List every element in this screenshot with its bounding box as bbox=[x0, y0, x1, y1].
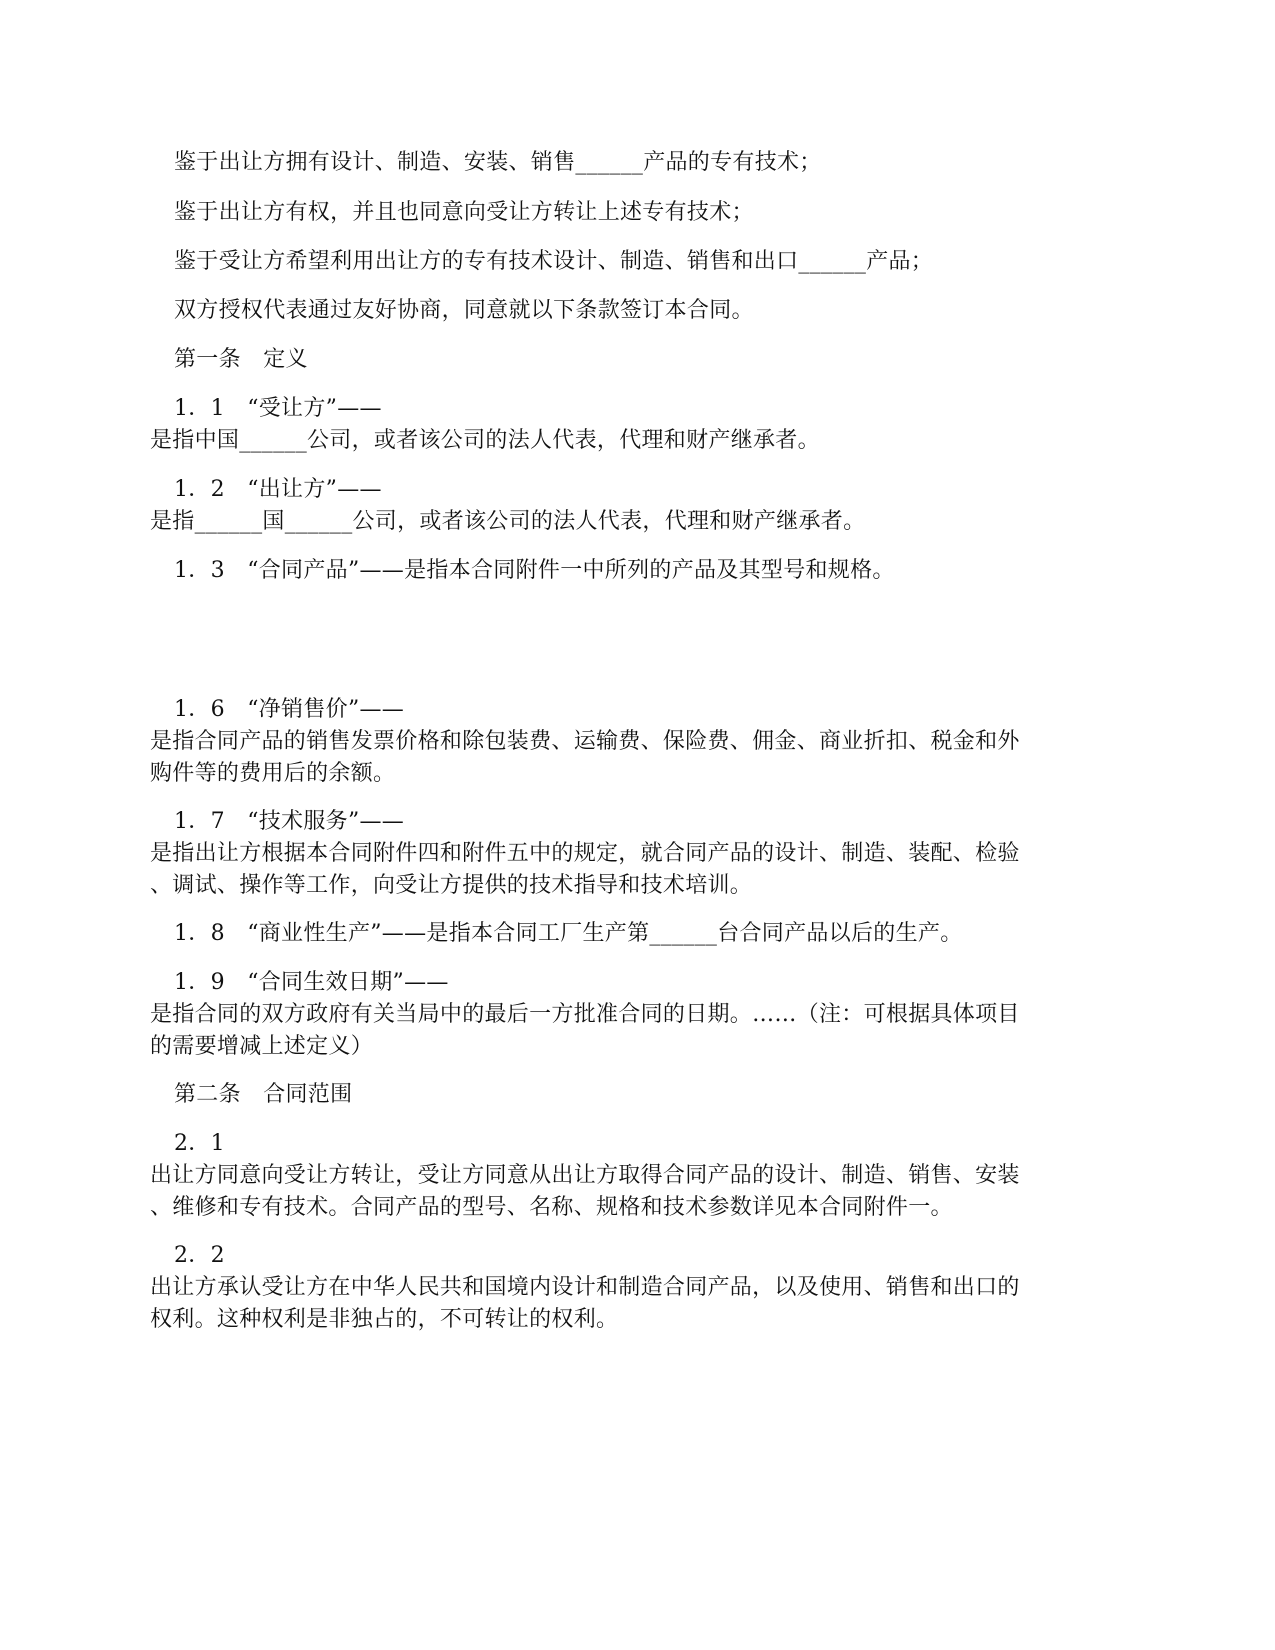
article-1-heading: 第一条 定义 bbox=[174, 347, 308, 372]
clause-1-2-title: 1．2 “出让方”—— bbox=[174, 477, 382, 502]
recital-1: 鉴于出让方拥有设计、制造、安装、销售______产品的专有技术； bbox=[174, 150, 822, 175]
clause-2-2-number: 2．2 bbox=[174, 1243, 225, 1268]
recital-3: 鉴于受让方希望利用出让方的专有技术设计、制造、销售和出口______产品； bbox=[174, 249, 934, 274]
clause-1-9-text-2: 的需要增减上述定义） bbox=[150, 1034, 374, 1059]
clause-1-1-text: 是指中国______公司，或者该公司的法人代表，代理和财产继承者。 bbox=[150, 428, 820, 453]
clause-2-2-text-2: 权利。这种权利是非独占的，不可转让的权利。 bbox=[150, 1307, 619, 1332]
recital-4: 双方授权代表通过友好协商，同意就以下条款签订本合同。 bbox=[174, 298, 754, 323]
clause-2-1-number: 2．1 bbox=[174, 1131, 225, 1156]
article-2-heading: 第二条 合同范围 bbox=[174, 1082, 353, 1107]
clause-2-1-text-1: 出让方同意向受让方转让，受让方同意从出让方取得合同产品的设计、制造、销售、安装 bbox=[150, 1163, 1020, 1188]
clause-1-7-text-1: 是指出让方根据本合同附件四和附件五中的规定，就合同产品的设计、制造、装配、检验 bbox=[150, 841, 1020, 866]
clause-1-6-title: 1．6 “净销售价”—— bbox=[174, 697, 405, 722]
clause-2-2-text-1: 出让方承认受让方在中华人民共和国境内设计和制造合同产品，以及使用、销售和出口的 bbox=[150, 1275, 1020, 1300]
clause-1-8: 1．8 “商业性生产”——是指本合同工厂生产第______台合同产品以后的生产。 bbox=[174, 921, 963, 946]
clause-1-6-text-1: 是指合同产品的销售发票价格和除包装费、运输费、保险费、佣金、商业折扣、税金和外 bbox=[150, 729, 1020, 754]
clause-1-6-text-2: 购件等的费用后的余额。 bbox=[150, 761, 396, 786]
clause-1-1-title: 1．1 “受让方”—— bbox=[174, 396, 382, 421]
recital-2: 鉴于出让方有权，并且也同意向受让方转让上述专有技术； bbox=[174, 200, 754, 225]
clause-1-9-title: 1．9 “合同生效日期”—— bbox=[174, 970, 449, 995]
clause-1-7-title: 1．7 “技术服务”—— bbox=[174, 809, 405, 834]
clause-1-7-text-2: 、调试、操作等工作，向受让方提供的技术指导和技术培训。 bbox=[150, 873, 753, 898]
clause-1-3: 1．3 “合同产品”——是指本合同附件一中所列的产品及其型号和规格。 bbox=[174, 558, 895, 583]
clause-1-2-text: 是指______国______公司，或者该公司的法人代表，代理和财产继承者。 bbox=[150, 509, 866, 534]
clause-1-9-text-1: 是指合同的双方政府有关当局中的最后一方批准合同的日期。……（注：可根据具体项目 bbox=[150, 1002, 1020, 1027]
clause-2-1-text-2: 、维修和专有技术。合同产品的型号、名称、规格和技术参数详见本合同附件一。 bbox=[150, 1195, 953, 1220]
